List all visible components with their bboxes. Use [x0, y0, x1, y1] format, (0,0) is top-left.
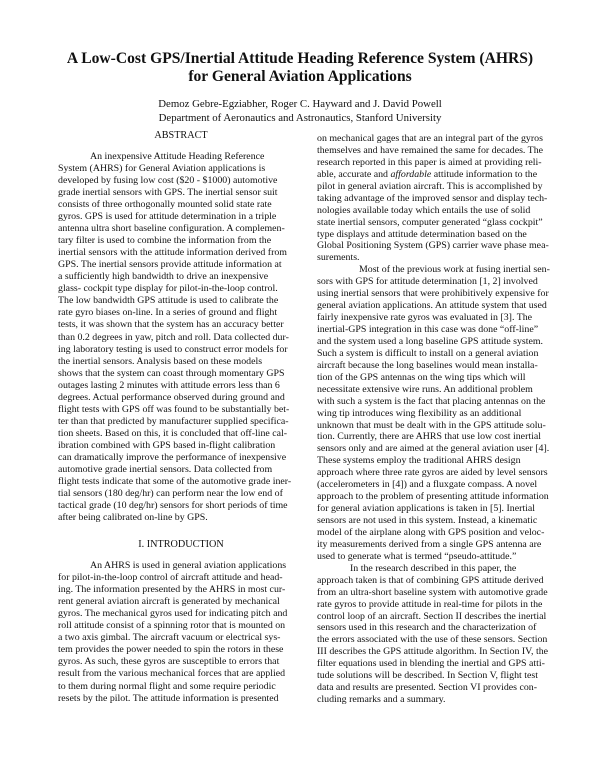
text-line: cluding remarks and a summary.	[317, 694, 446, 706]
text-line: (accelerometers in [4]) and a fluxgate compass. A novel	[317, 479, 538, 491]
author-block	[40, 97, 560, 125]
text-line: control loop of an aircraft. Section II describes the inertial	[317, 610, 547, 622]
text-line: state inertial sensors, computer generated “glass cockpit”	[317, 216, 543, 228]
text-line: to them during normal flight and some require periodic	[58, 680, 276, 692]
text-line: rate gyros to provide attitude in real-time for pilots in the	[317, 598, 543, 610]
text-line: themselves and have remained the same for decades. The	[317, 144, 544, 156]
text-line: antenna ultra short baseline configuration. A complemen-	[58, 223, 285, 235]
text-line: ing laboratory testing is used to construct error models for	[58, 343, 288, 355]
text-line: grade inertial sensors with GPS. The inertial sensor suit	[58, 186, 278, 198]
text-line: for general aviation applications is taken in [5]. Inertial	[317, 503, 535, 515]
text-line: tem provides the power needed to spin the rotors in these	[58, 644, 284, 656]
text-line: tactical grade (10 deg/hr) sensors for short periods of time	[58, 500, 288, 512]
text-line: tary filter is used to combine the information from the	[58, 235, 272, 247]
text-line: data and results are presented. Section VI provides con-	[317, 682, 538, 694]
text-line: gyros. The mechanical gyros used for indicating pitch and	[58, 608, 288, 620]
text-line: The low bandwidth GPS attitude is used to calibrate the	[58, 295, 279, 307]
text-line: inertial-GPS integration in this case was done “off-line”	[317, 324, 539, 335]
text-line: ibration combined with GPS based in-flight calibration	[58, 439, 276, 451]
text-line: after being calibrated on-line by GPS.	[58, 512, 208, 524]
text-line: outages lasting 2 minutes with attitude errors less than 6	[58, 379, 280, 391]
text-line: unknown that must be dealt with in the GPS attitude solu-	[317, 419, 546, 431]
text-line: flight tests with GPS off was found to be substantially bet-	[58, 403, 290, 415]
text-line: consists of three orthogonally mounted solid state rate	[58, 198, 272, 210]
text-line: a sufficiently high bandwidth to drive an inexpensive	[58, 271, 269, 283]
text-line: the inertial sensors. Analysis based on these models	[58, 355, 263, 367]
text-line: III describes the GPS attitude algorithm. In Section IV, the	[317, 646, 549, 658]
text-line: In the research described in this paper, the	[350, 562, 517, 574]
text-line: filter equations used in blending the inertial and GPS atti-	[317, 658, 545, 670]
text-line: automotive grade inertial sensors. Data collected from	[58, 464, 273, 476]
text-line: GPS. The inertial sensors provide attitude information at	[58, 259, 282, 271]
text-line: than 0.2 degrees in yaw, pitch and roll. Data collected dur-	[58, 331, 289, 343]
text-line: sensors used in this research and the characterization of	[317, 622, 537, 634]
text-line: flight tests indicate that some of the automotive grade iner-	[58, 476, 292, 488]
right-paragraph-3	[317, 563, 563, 706]
title-line-1: A Low-Cost GPS/Inertial Attitude Heading Reference System (AHRS)	[66, 50, 534, 67]
text-line: taking advantage of the improved sensor and display tech-	[317, 192, 548, 204]
text-line: glass- cockpit type display for pilot-in-the-loop control.	[58, 283, 278, 295]
text-line: gyros. As such, these gyros are susceptible to errors that	[58, 656, 280, 668]
text-line: tests, it was shown that the system has an accuracy better	[58, 319, 284, 331]
text-line: degrees. Actual performance observed during ground and	[58, 391, 285, 403]
text-line: with such a system is the fact that placing antennas on the	[317, 395, 546, 407]
abstract-body	[58, 151, 304, 524]
text-line: An inexpensive Attitude Heading Reference	[90, 150, 265, 162]
affordable-emphasis: affordable	[390, 168, 432, 180]
text-line: surements.	[317, 252, 360, 264]
text-line: approach taken is that of combining GPS attitude derived	[317, 574, 544, 586]
paper-title	[40, 50, 560, 86]
text-line: inertial sensors with the attitude information derived from	[58, 247, 287, 259]
text-line: tude solutions will be described. In Section V, flight test	[317, 670, 538, 682]
text-line: sensors only and are aimed at the general aviation user [4].	[317, 443, 550, 455]
text-line: used to generate what is termed “pseudo-attitude.”	[317, 550, 517, 562]
text-line: and the system used a long baseline GPS attitude system.	[317, 335, 543, 347]
text-line: research reported in this paper is aimed at providing reli-	[317, 156, 542, 168]
text-line: resets by the pilot. The attitude information is presented	[58, 692, 279, 704]
text-line: necessitate extensive wire runs. An additional problem	[317, 383, 533, 395]
introduction-body	[58, 560, 304, 705]
text-line: type displays and attitude determination based on the	[317, 228, 527, 240]
introduction-heading: I. INTRODUCTION	[138, 539, 224, 551]
right-column	[317, 133, 563, 706]
text-line: result from the various mechanical forces that are applied	[58, 668, 286, 680]
text-line: tial sensors (180 deg/hr) can perform near the low end of	[58, 488, 283, 500]
authors: Demoz Gebre-Egziabher, Roger C. Hayward and J. David Powell	[158, 98, 442, 110]
text-line: shows that the system can coast through momentary GPS	[58, 367, 285, 379]
title-line-2: for General Aviation Applications	[188, 68, 412, 85]
text-line: model of the airplane along with GPS position and veloc-	[317, 526, 545, 538]
text-line: ter than that predicted by manufacturer supplied specifica-	[58, 415, 289, 427]
text-line: tion of the GPS antennas on the wing tips which will	[317, 371, 526, 383]
text-line: System (AHRS) for General Aviation applications is	[58, 162, 266, 174]
text-line: Most of the previous work at fusing inertial sen-	[359, 264, 550, 276]
text-line: developed by fusing low cost ($20 - $1000) automotive	[58, 174, 278, 186]
text-line: pilot in general aviation aircraft. This is accomplished by	[317, 180, 543, 192]
text-line: approach where three rate gyros are aided by level sensors	[317, 467, 548, 479]
text-line: approach to the problem of presenting attitude information	[317, 491, 549, 503]
text-line: Global Positioning System (GPS) carrier wave phase mea-	[317, 240, 549, 252]
affiliation: Department of Aeronautics and Astronautics, Stanford University	[158, 112, 442, 124]
text-line: sors with GPS for attitude determination [1, 2] involved	[317, 276, 538, 288]
text-line: fairly inexpensive rate gyros was evaluated in [3]. The	[317, 312, 533, 324]
text-line: on mechanical gages that are an integral part of the gyros	[317, 133, 543, 144]
text-line: can dramatically improve the performance of inexpensive	[58, 451, 287, 463]
text-line: nologies available today which entails the use of solid	[317, 204, 531, 216]
text-line: wing tip introduces wing flexibility as an additional	[317, 407, 522, 419]
text-line: roll attitude consist of a spinning rotor that is mounted on	[58, 620, 286, 632]
text-line: from an ultra-short baseline system with automotive grade	[317, 586, 548, 598]
text-line: tion sheets. Based on this, it is concluded that off-line cal-	[58, 427, 288, 439]
text-line: the errors associated with the use of these sensors. Section	[317, 634, 548, 646]
text-line: able, accurate and affordable attitude information to the	[317, 168, 538, 180]
text-line: These systems employ the traditional AHRS design	[317, 455, 521, 467]
text-line: for pilot-in-the-loop control of aircraft attitude and head-	[58, 572, 283, 584]
text-line: An AHRS is used in general aviation applications	[90, 560, 287, 572]
text-line: gyros. GPS is used for attitude determination in a triple	[58, 211, 277, 223]
text-line: a two axis gimbal. The aircraft vacuum or electrical sys-	[58, 632, 281, 644]
text-line: using inertial sensors that were prohibitively expensive for	[317, 288, 549, 300]
text-line: Such a system is difficult to install on a general aviation	[317, 347, 539, 359]
right-paragraph-2	[317, 264, 563, 562]
text-line: aircraft because the long baselines would mean installa-	[317, 359, 538, 371]
text-line: rate gyro biases on-line. In a series of ground and flight	[58, 307, 278, 319]
right-paragraph-1	[317, 133, 563, 169]
text-line: ing. The information presented by the AHRS in most cur-	[58, 584, 286, 596]
text-line: ity measurements derived from a single GPS antenna are	[317, 538, 542, 550]
text-line: general aviation applications. An attitude system that used	[317, 300, 547, 312]
right-paragraph-1-rest	[317, 181, 563, 265]
text-line: rent general aviation aircraft is generated by mechanical	[58, 596, 280, 608]
abstract-heading: ABSTRACT	[154, 130, 208, 141]
left-column	[58, 130, 304, 705]
text-line: sensors are not used in this system. Instead, a kinematic	[317, 515, 538, 526]
text-line: tion. Currently, there are AHRS that use low cost inertial	[317, 431, 541, 443]
